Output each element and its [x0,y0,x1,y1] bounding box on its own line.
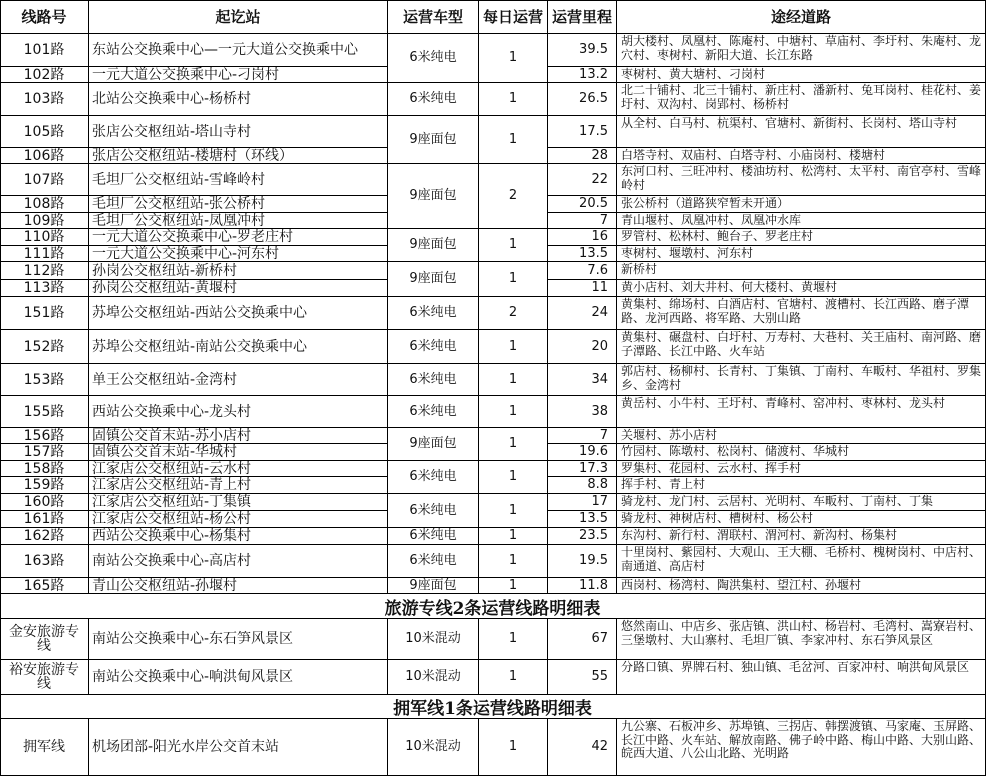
daily-runs: 1 [479,528,548,545]
mileage: 19.5 [548,545,617,578]
via-roads: 青山堰村、凤凰冲村、凤凰冲水库 [617,213,986,229]
mileage: 34 [548,364,617,396]
line-number: 152路 [0,330,89,364]
mileage: 42 [548,719,617,776]
line-number: 156路 [0,428,89,444]
line-number: 158路 [0,461,89,477]
vehicle-type: 6米纯电 [388,396,479,428]
route-endpoints: 固镇公交首末站-苏小店村 [89,428,388,444]
daily-runs: 1 [479,262,548,297]
via-roads: 悠然南山、中店乡、张店镇、洪山村、杨岩村、毛湾村、嵩寮岩村、三堡墩村、大山寨村、毛坦厂镇、李家冲村、东石笋风景区 [617,619,986,660]
line-number: 155路 [0,396,89,428]
mileage: 39.5 [548,34,617,67]
via-roads: 北二十铺村、北三十铺村、新庄村、潘新村、兔耳岗村、桂花村、姜圩村、双沟村、岗郢村、杨桥村 [617,83,986,116]
vehicle-type: 9座面包 [388,428,479,461]
mileage: 8.8 [548,477,617,494]
mileage: 17 [548,494,617,511]
line-number: 153路 [0,364,89,396]
mileage: 28 [548,148,617,164]
daily-runs: 1 [479,619,548,660]
via-roads: 分路口镇、界牌石村、独山镇、毛岔河、百家冲村、响洪甸风景区 [617,660,986,695]
vehicle-type: 10米混动 [388,619,479,660]
mileage: 7.6 [548,262,617,280]
route-endpoints: 江家店公交枢纽站-青上村 [89,477,388,494]
line-number: 160路 [0,494,89,511]
line-number: 151路 [0,297,89,330]
vehicle-type: 6米纯电 [388,364,479,396]
route-endpoints: 固镇公交首末站-华城村 [89,444,388,461]
line-number: 113路 [0,280,89,297]
line-number: 101路 [0,34,89,67]
via-roads: 罗集村、花园村、云水村、挥手村 [617,461,986,477]
line-number: 157路 [0,444,89,461]
via-roads: 从全村、白马村、杭渠村、官塘村、新街村、长岗村、塔山寺村 [617,116,986,148]
vehicle-type: 6米纯电 [388,545,479,578]
mileage: 22 [548,164,617,196]
line-number: 102路 [0,67,89,83]
vehicle-type: 9座面包 [388,262,479,297]
vehicle-type: 9座面包 [388,116,479,164]
line-number: 111路 [0,246,89,262]
via-roads: 西岗村、杨湾村、陶洪集村、望江村、孙堰村 [617,578,986,594]
route-endpoints: 张店公交枢纽站-楼塘村（环线） [89,148,388,164]
via-roads: 九公寨、石板冲乡、苏埠镇、三拐店、韩摆渡镇、马家庵、玉屏路、长江中路、火车站、解放南路、佛子岭中路、梅山中路、大别山路、皖西大道、八公山北路、光明路 [617,719,986,776]
route-endpoints: 苏埠公交枢纽站-南站公交换乘中心 [89,330,388,364]
vehicle-type: 6米纯电 [388,83,479,116]
header-line: 线路号 [0,0,89,34]
mileage: 17.3 [548,461,617,477]
vehicle-type: 6米纯电 [388,330,479,364]
route-endpoints: 南站公交换乘中心-东石笋风景区 [89,619,388,660]
vehicle-type: 10米混动 [388,719,479,776]
mileage: 19.6 [548,444,617,461]
mileage: 13.2 [548,67,617,83]
via-roads: 罗管村、松林村、鲍台子、罗老庄村 [617,229,986,246]
mileage: 13.5 [548,511,617,528]
line-number: 103路 [0,83,89,116]
header-vehicle: 运营车型 [388,0,479,34]
daily-runs: 1 [479,461,548,494]
daily-runs: 2 [479,164,548,229]
daily-runs: 1 [479,428,548,461]
via-roads: 胡大楼村、凤凰村、陈庵村、中塘村、草庙村、李圩村、朱庵村、龙穴村、枣树村、新阳大道、长江东路 [617,34,986,67]
via-roads: 东河口村、三旺冲村、楼油坊村、松湾村、太平村、南官亭村、雪峰岭村 [617,164,986,196]
route-endpoints: 江家店公交枢纽站-云水村 [89,461,388,477]
vehicle-type: 6米纯电 [388,528,479,545]
via-roads: 张公桥村（道路狭窄暂未开通） [617,196,986,213]
mileage: 26.5 [548,83,617,116]
via-roads: 东沟村、新行村、渭联村、渭河村、新沟村、杨集村 [617,528,986,545]
daily-runs: 1 [479,660,548,695]
mileage: 55 [548,660,617,695]
route-endpoints: 单王公交枢纽站-金湾村 [89,364,388,396]
daily-runs: 1 [479,229,548,262]
mileage: 17.5 [548,116,617,148]
route-endpoints: 北站公交换乘中心-杨桥村 [89,83,388,116]
route-endpoints: 一元大道公交换乘中心-刁岗村 [89,67,388,83]
vehicle-type: 9座面包 [388,229,479,262]
mileage: 67 [548,619,617,660]
daily-runs: 1 [479,494,548,528]
via-roads: 黄岳村、小牛村、王圩村、青峰村、窑冲村、枣林村、龙头村 [617,396,986,428]
route-endpoints: 孙岗公交枢纽站-新桥村 [89,262,388,280]
mileage: 16 [548,229,617,246]
route-endpoints: 苏埠公交枢纽站-西站公交换乘中心 [89,297,388,330]
via-roads: 新桥村 [617,262,986,280]
line-number: 161路 [0,511,89,528]
mileage: 7 [548,428,617,444]
route-endpoints: 南站公交换乘中心-响洪甸风景区 [89,660,388,695]
line-number: 110路 [0,229,89,246]
line-number: 165路 [0,578,89,594]
army-section-title: 拥军线1条运营线路明细表 [0,695,986,719]
daily-runs: 1 [479,364,548,396]
route-endpoints: 毛坦厂公交枢纽站-雪峰岭村 [89,164,388,196]
daily-runs: 1 [479,330,548,364]
route-endpoints: 江家店公交枢纽站-杨公村 [89,511,388,528]
mileage: 20.5 [548,196,617,213]
line-number: 159路 [0,477,89,494]
mileage: 23.5 [548,528,617,545]
line-number: 109路 [0,213,89,229]
header-route: 起讫站 [89,0,388,34]
daily-runs: 1 [479,396,548,428]
via-roads: 黄集村、碾盘村、白圩村、万寿村、大巷村、关王庙村、南河路、磨子潭路、长江中路、火车站 [617,330,986,364]
mileage: 7 [548,213,617,229]
vehicle-type: 6米纯电 [388,494,479,528]
vehicle-type: 6米纯电 [388,34,479,83]
route-endpoints: 西站公交换乘中心-龙头村 [89,396,388,428]
route-endpoints: 张店公交枢纽站-塔山寺村 [89,116,388,148]
vehicle-type: 10米混动 [388,660,479,695]
via-roads: 挥手村、青上村 [617,477,986,494]
daily-runs: 1 [479,34,548,83]
line-number: 金安旅游专线 [0,619,89,660]
line-number: 163路 [0,545,89,578]
line-number: 107路 [0,164,89,196]
via-roads: 十里岗村、紫园村、大观山、王大棚、毛桥村、槐树岗村、中店村、南通道、高店村 [617,545,986,578]
route-endpoints: 南站公交换乘中心-高店村 [89,545,388,578]
route-endpoints: 一元大道公交换乘中心-罗老庄村 [89,229,388,246]
route-endpoints: 青山公交枢纽站-孙堰村 [89,578,388,594]
route-endpoints: 孙岗公交枢纽站-黄堰村 [89,280,388,297]
via-roads: 郭店村、杨柳村、长青村、丁集镇、丁南村、车畈村、华祖村、罗集乡、金湾村 [617,364,986,396]
route-endpoints: 东站公交换乘中心—一元大道公交换乘中心 [89,34,388,67]
line-number: 162路 [0,528,89,545]
via-roads: 竹园村、陈墩村、松岗村、储渡村、华城村 [617,444,986,461]
daily-runs: 1 [479,719,548,776]
header-mileage: 运营里程 [548,0,617,34]
vehicle-type: 9座面包 [388,164,479,229]
header-daily: 每日运营 [479,0,548,34]
mileage: 11.8 [548,578,617,594]
daily-runs: 1 [479,578,548,594]
via-roads: 骑龙村、神树店村、槽树村、杨公村 [617,511,986,528]
route-endpoints: 江家店公交枢纽站-丁集镇 [89,494,388,511]
route-endpoints: 毛坦厂公交枢纽站-凤凰冲村 [89,213,388,229]
via-roads: 黄集村、绵场村、白酒店村、官塘村、渡槽村、长江西路、磨子潭路、龙河西路、将军路、大别山路 [617,297,986,330]
mileage: 13.5 [548,246,617,262]
via-roads: 枣树村、堰墩村、河东村 [617,246,986,262]
via-roads: 关堰村、苏小店村 [617,428,986,444]
mileage: 38 [548,396,617,428]
daily-runs: 2 [479,297,548,330]
via-roads: 枣树村、黄大塘村、刁岗村 [617,67,986,83]
line-number: 106路 [0,148,89,164]
route-endpoints: 西站公交换乘中心-杨集村 [89,528,388,545]
line-number: 105路 [0,116,89,148]
tourism-section-title: 旅游专线2条运营线路明细表 [0,594,986,619]
via-roads: 骑龙村、龙门村、云居村、光明村、车畈村、丁南村、丁集 [617,494,986,511]
daily-runs: 1 [479,545,548,578]
route-endpoints: 毛坦厂公交枢纽站-张公桥村 [89,196,388,213]
route-endpoints: 一元大道公交换乘中心-河东村 [89,246,388,262]
line-number: 裕安旅游专线 [0,660,89,695]
daily-runs: 1 [479,116,548,164]
line-number: 拥军线 [0,719,89,776]
mileage: 24 [548,297,617,330]
vehicle-type: 6米纯电 [388,461,479,494]
line-number: 112路 [0,262,89,280]
header-via: 途经道路 [617,0,986,34]
vehicle-type: 6米纯电 [388,297,479,330]
via-roads: 黄小店村、刘大井村、何大楼村、黄堰村 [617,280,986,297]
mileage: 11 [548,280,617,297]
mileage: 20 [548,330,617,364]
daily-runs: 1 [479,83,548,116]
via-roads: 白塔寺村、双庙村、白塔寺村、小庙岗村、楼塘村 [617,148,986,164]
vehicle-type: 9座面包 [388,578,479,594]
route-endpoints: 机场团部-阳光水岸公交首末站 [89,719,388,776]
line-number: 108路 [0,196,89,213]
